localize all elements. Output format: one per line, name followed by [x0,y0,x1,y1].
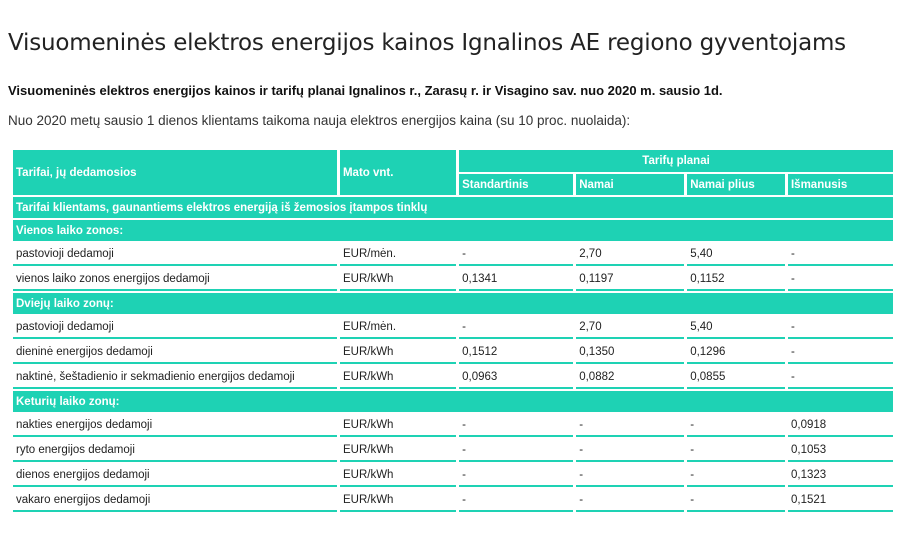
cell-namai-plius: 0,0855 [687,366,785,389]
section-row [13,220,893,241]
header-plan-ismanusis: Išmanusis [788,174,893,195]
cell-ismanusis: - [788,341,893,364]
cell-standartinis: 0,1512 [459,341,573,364]
row-unit: EUR/kWh [340,341,456,364]
cell-standartinis: - [459,489,573,512]
table-row [13,316,893,339]
tariff-table [10,148,896,514]
cell-ismanusis: 0,0918 [788,414,893,437]
header-tariff-plans: Tarifų planai [459,150,893,172]
cell-ismanusis: - [788,366,893,389]
row-unit: EUR/kWh [340,489,456,512]
table-row [13,489,893,512]
cell-namai-plius: 5,40 [687,316,785,339]
page-subtitle: Visuomeninės elektros energijos kainos ir tarifų planai Ignalinos r., Zarasų r. ir Visagino sav. nuo 2020 m. sausio 1d. [8,83,723,98]
row-unit: EUR/kWh [340,268,456,291]
cell-standartinis: - [459,414,573,437]
row-unit: EUR/kWh [340,439,456,462]
row-component: vakaro energijos dedamoji [13,489,337,512]
cell-namai: - [576,464,684,487]
row-component: ryto energijos dedamoji [13,439,337,462]
cell-ismanusis: 0,1521 [788,489,893,512]
cell-ismanusis: 0,1053 [788,439,893,462]
section-row [13,391,893,412]
cell-standartinis: - [459,464,573,487]
table-row [13,439,893,462]
cell-standartinis: - [459,439,573,462]
row-unit: EUR/kWh [340,366,456,389]
section-label: Keturių laiko zonų: [13,391,893,412]
cell-namai-plius: - [687,489,785,512]
table-row [13,341,893,364]
cell-ismanusis: 0,1323 [788,464,893,487]
tariff-table-body [13,197,893,512]
row-component: naktinė, šeštadienio ir sekmadienio energijos dedamoji [13,366,337,389]
cell-namai: 0,1197 [576,268,684,291]
header-plan-namai-plius: Namai plius [687,174,785,195]
cell-namai: - [576,439,684,462]
cell-namai-plius: 0,1296 [687,341,785,364]
table-row [13,366,893,389]
row-component: dieninė energijos dedamoji [13,341,337,364]
row-unit: EUR/mėn. [340,243,456,266]
section-row [13,293,893,314]
cell-namai-plius: 0,1152 [687,268,785,291]
cell-standartinis: 0,1341 [459,268,573,291]
cell-namai-plius: - [687,414,785,437]
header-plan-namai: Namai [576,174,684,195]
row-component: dienos energijos dedamoji [13,464,337,487]
cell-ismanusis: - [788,316,893,339]
row-unit: EUR/kWh [340,414,456,437]
header-tariffs: Tarifai, jų dedamosios [13,150,337,195]
cell-namai: - [576,414,684,437]
section-label: Tarifai klientams, gaunantiems elektros energiją iš žemosios įtampos tinklų [13,197,893,218]
section-label: Dviejų laiko zonų: [13,293,893,314]
header-unit: Mato vnt. [340,150,456,195]
cell-standartinis: 0,0963 [459,366,573,389]
page-title: Visuomeninės elektros energijos kainos Ignalinos AE regiono gyventojams [8,30,846,56]
header-plan-standartinis: Standartinis [459,174,573,195]
section-row [13,197,893,218]
cell-standartinis: - [459,243,573,266]
cell-namai: 0,1350 [576,341,684,364]
section-label: Vienos laiko zonos: [13,220,893,241]
cell-ismanusis: - [788,268,893,291]
cell-namai-plius: - [687,464,785,487]
table-row [13,414,893,437]
row-component: pastovioji dedamoji [13,316,337,339]
cell-namai-plius: 5,40 [687,243,785,266]
row-unit: EUR/kWh [340,464,456,487]
table-row [13,243,893,266]
row-component: pastovioji dedamoji [13,243,337,266]
cell-standartinis: - [459,316,573,339]
intro-text: Nuo 2020 metų sausio 1 dienos klientams taikoma nauja elektros energijos kaina (su 10 proc. nuolaida): [8,113,631,128]
row-component: vienos laiko zonos energijos dedamoji [13,268,337,291]
cell-namai-plius: - [687,439,785,462]
table-row [13,268,893,291]
table-row [13,464,893,487]
cell-ismanusis: - [788,243,893,266]
cell-namai: - [576,489,684,512]
cell-namai: 2,70 [576,243,684,266]
row-component: nakties energijos dedamoji [13,414,337,437]
cell-namai: 2,70 [576,316,684,339]
row-unit: EUR/mėn. [340,316,456,339]
cell-namai: 0,0882 [576,366,684,389]
